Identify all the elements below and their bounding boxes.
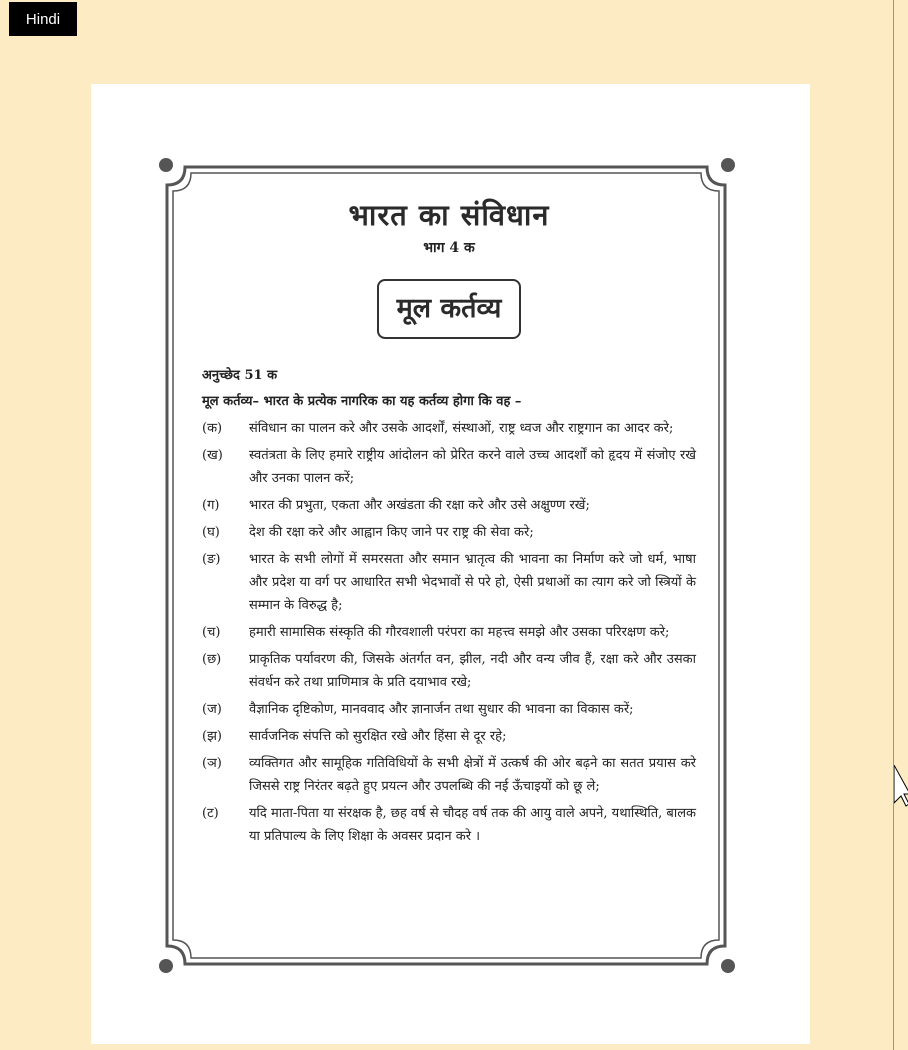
duty-item bbox=[202, 521, 696, 544]
document-title: भारत का संविधान bbox=[348, 198, 550, 232]
duty-item bbox=[202, 802, 696, 848]
duty-marker: (च) bbox=[202, 625, 221, 640]
duty-marker: (झ) bbox=[202, 729, 222, 744]
document-page bbox=[91, 84, 810, 1044]
duty-marker: (ज) bbox=[202, 702, 222, 717]
duties-list bbox=[202, 417, 696, 848]
duty-item bbox=[202, 752, 696, 798]
duty-item bbox=[202, 698, 696, 721]
duty-marker: (घ) bbox=[202, 525, 220, 540]
language-toggle-button[interactable]: Hindi bbox=[9, 2, 77, 36]
right-edge-rule bbox=[893, 0, 894, 1050]
heading-box-wrap bbox=[202, 279, 696, 339]
duty-text: भारत की प्रभुता, एकता और अखंडता की रक्षा करे और उसे अक्षुण्ण रखें; bbox=[249, 498, 590, 513]
duty-text: संविधान का पालन करे और उसके आदर्शों, संस्थाओं, राष्ट्र ध्वज और राष्ट्रगान का आदर करे; bbox=[249, 421, 674, 436]
duty-item bbox=[202, 725, 696, 748]
duty-text: स्वतंत्रता के लिए हमारे राष्ट्रीय आंदोलन को प्रेरित करने वाले उच्च आदर्शों को हृदय में संजोए रखे और उनका पालन करें; bbox=[249, 448, 696, 486]
mouse-pointer-icon bbox=[894, 765, 908, 807]
duty-text: सार्वजनिक संपत्ति को सुरक्षित रखे और हिंसा से दूर रहे; bbox=[249, 729, 507, 744]
duty-marker: (ञ) bbox=[202, 756, 222, 771]
duty-text: हमारी सामासिक संस्कृति की गौरवशाली परंपरा का महत्त्व समझे और उसका परिरक्षण करे; bbox=[249, 625, 670, 640]
duty-marker: (छ) bbox=[202, 652, 222, 667]
duty-item bbox=[202, 444, 696, 490]
duty-item bbox=[202, 494, 696, 517]
duty-text: वैज्ञानिक दृष्टिकोण, मानववाद और ज्ञानार्जन तथा सुधार की भावना का विकास करें; bbox=[249, 702, 634, 717]
duty-text: यदि माता-पिता या संरक्षक है, छह वर्ष से चौदह वर्ष तक की आयु वाले अपने, यथास्थिति, बालक या प्रतिपाल्य के लिए शिक्षा के अवसर प्रदान करे । bbox=[249, 806, 696, 844]
duty-text: भारत के सभी लोगों में समरसता और समान भ्रातृत्व की भावना का निर्माण करे जो धर्म, भाषा और प्रदेश या वर्ग पर आधारित सभी भेदभावों से परे हो, ऐसी प्रथाओं का त्याग करे जो स्त्रियों के सम्मान के विरुद्ध है; bbox=[249, 552, 696, 613]
part-label: भाग 4 क bbox=[423, 240, 475, 256]
section-heading: मूल कर्तव्य bbox=[377, 279, 522, 339]
intro-text: मूल कर्तव्य– भारत के प्रत्येक नागरिक का यह कर्तव्य होगा कि वह – bbox=[202, 394, 522, 409]
duty-item bbox=[202, 548, 696, 617]
duty-marker: (ङ) bbox=[202, 552, 221, 567]
duty-text: व्यक्तिगत और सामूहिक गतिविधियों के सभी क्षेत्रों में उत्कर्ष की ओर बढ़ने का सतत प्रयास करे जिससे राष्ट्र निरंतर बढ़ते हुए प्रयत्न और उपलब्धि की नई ऊँचाइयों को छू ले; bbox=[249, 756, 696, 794]
duty-text: देश की रक्षा करे और आह्वान किए जाने पर राष्ट्र की सेवा करे; bbox=[249, 525, 534, 540]
duty-marker: (ट) bbox=[202, 806, 219, 821]
duty-marker: (क) bbox=[202, 421, 223, 436]
duty-item bbox=[202, 417, 696, 440]
duty-marker: (ग) bbox=[202, 498, 220, 513]
duty-marker: (ख) bbox=[202, 448, 223, 463]
duty-item bbox=[202, 648, 696, 694]
document-content bbox=[202, 195, 696, 852]
article-label: अनुच्छेद 51 क bbox=[202, 368, 278, 383]
duty-item bbox=[202, 621, 696, 644]
duty-text: प्राकृतिक पर्यावरण की, जिसके अंतर्गत वन, झील, नदी और वन्य जीव हैं, रक्षा करे और उसका संवर्धन करे तथा प्राणिमात्र के प्रति दयाभाव रखे; bbox=[249, 652, 696, 690]
